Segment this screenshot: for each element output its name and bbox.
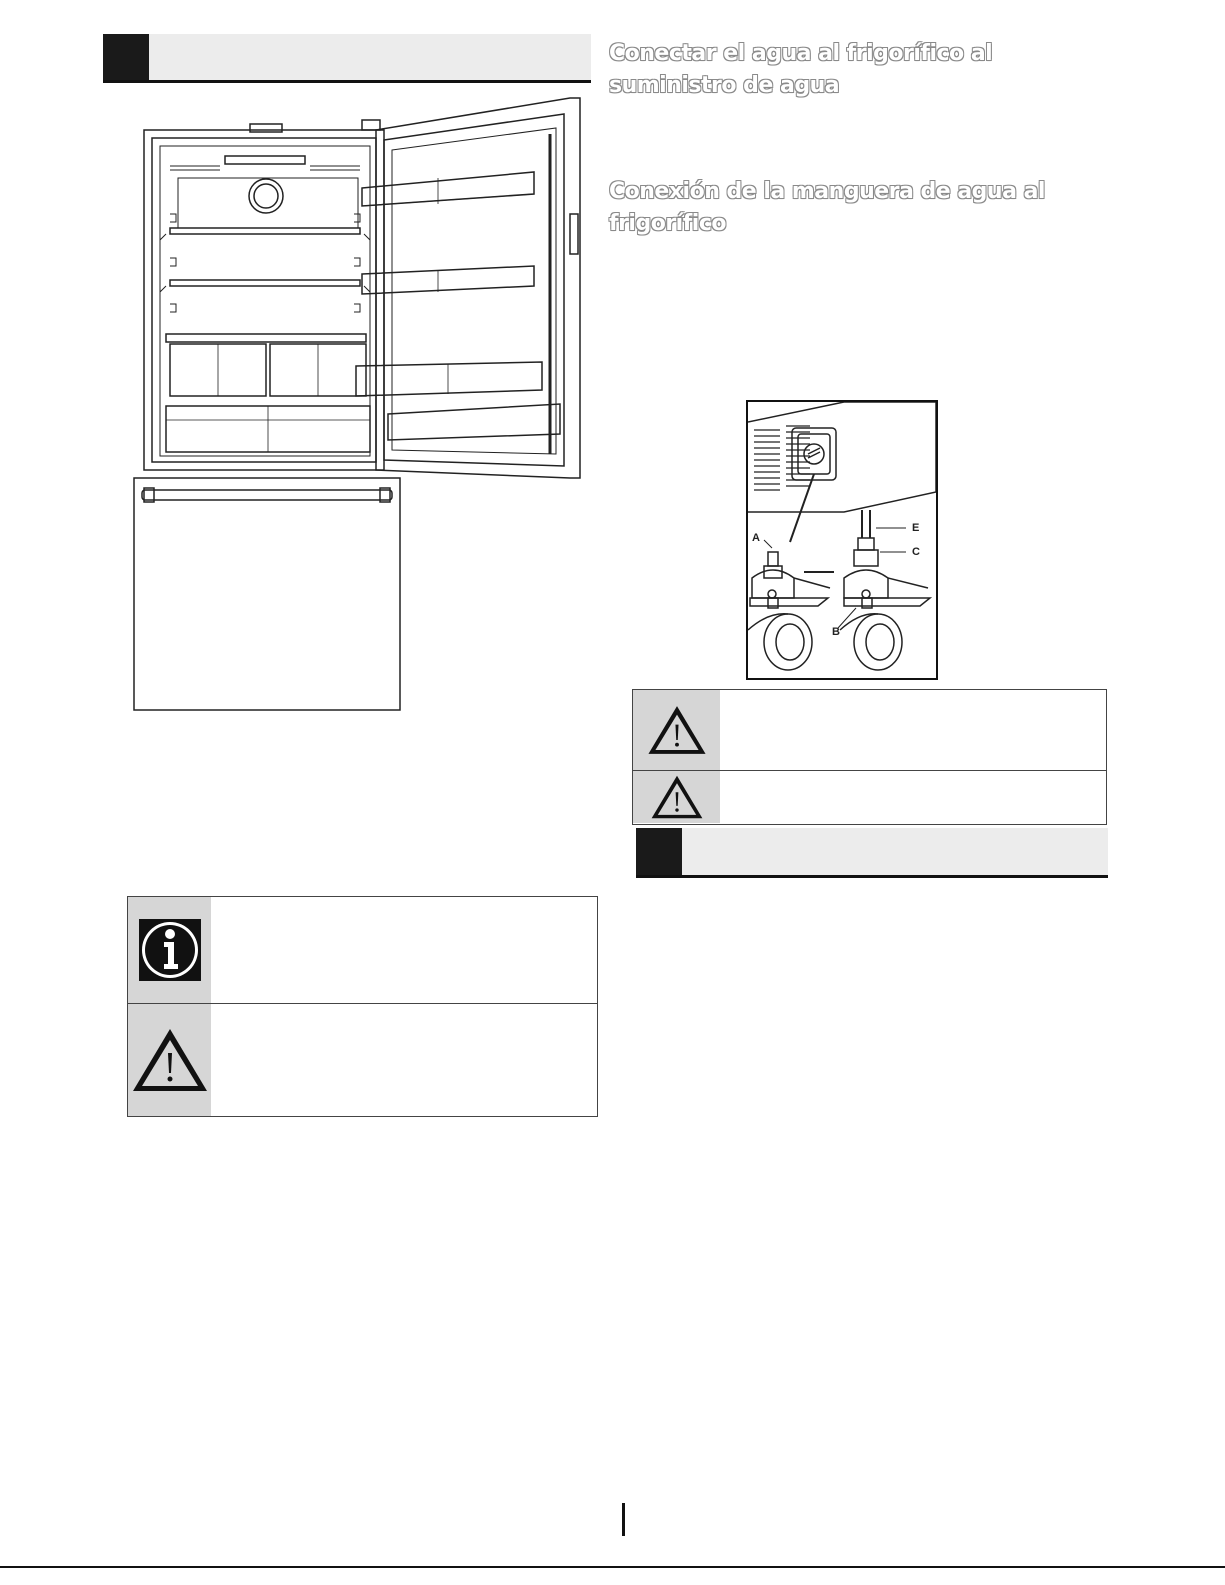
heading-hose-connection: Conexión de la manguera de agua al frigorífico xyxy=(609,179,1045,236)
heading-connect-water-supply: Conectar el agua al frigorífico al suministro de agua xyxy=(609,41,993,98)
section-number-block xyxy=(103,34,149,80)
warning-icon-cell xyxy=(128,1004,211,1116)
warning-notice-text-1 xyxy=(720,690,1106,770)
diagram-label-a: A xyxy=(752,532,760,544)
warning-triangle-icon xyxy=(130,1025,210,1095)
bottom-rule xyxy=(0,1566,1225,1568)
warning-notice-row-2 xyxy=(633,771,1106,823)
diagram-label-b: B xyxy=(832,626,840,638)
warning-icon-cell xyxy=(633,771,720,823)
warning-notice-row xyxy=(128,1004,597,1116)
info-icon xyxy=(139,919,201,981)
water-connection-diagram xyxy=(746,400,938,680)
info-icon-cell xyxy=(128,897,211,1003)
notice-box-right xyxy=(632,689,1107,825)
section-header-right xyxy=(636,828,1108,878)
page-number-marker xyxy=(622,1503,625,1536)
info-notice-row xyxy=(128,897,597,1004)
diagram-label-e: E xyxy=(912,522,920,534)
warning-notice-text-2 xyxy=(720,771,1106,823)
diagram-label-c: C xyxy=(912,546,920,558)
warning-notice-text xyxy=(211,1004,597,1116)
warning-icon-cell xyxy=(633,690,720,770)
notice-box-left xyxy=(127,896,598,1117)
info-notice-text xyxy=(211,897,597,1003)
refrigerator-illustration xyxy=(130,94,585,714)
warning-notice-row-1 xyxy=(633,690,1106,771)
warning-triangle-icon xyxy=(646,703,708,757)
warning-triangle-icon xyxy=(649,773,705,821)
section-number-block xyxy=(636,828,682,875)
section-header-left xyxy=(103,34,591,83)
